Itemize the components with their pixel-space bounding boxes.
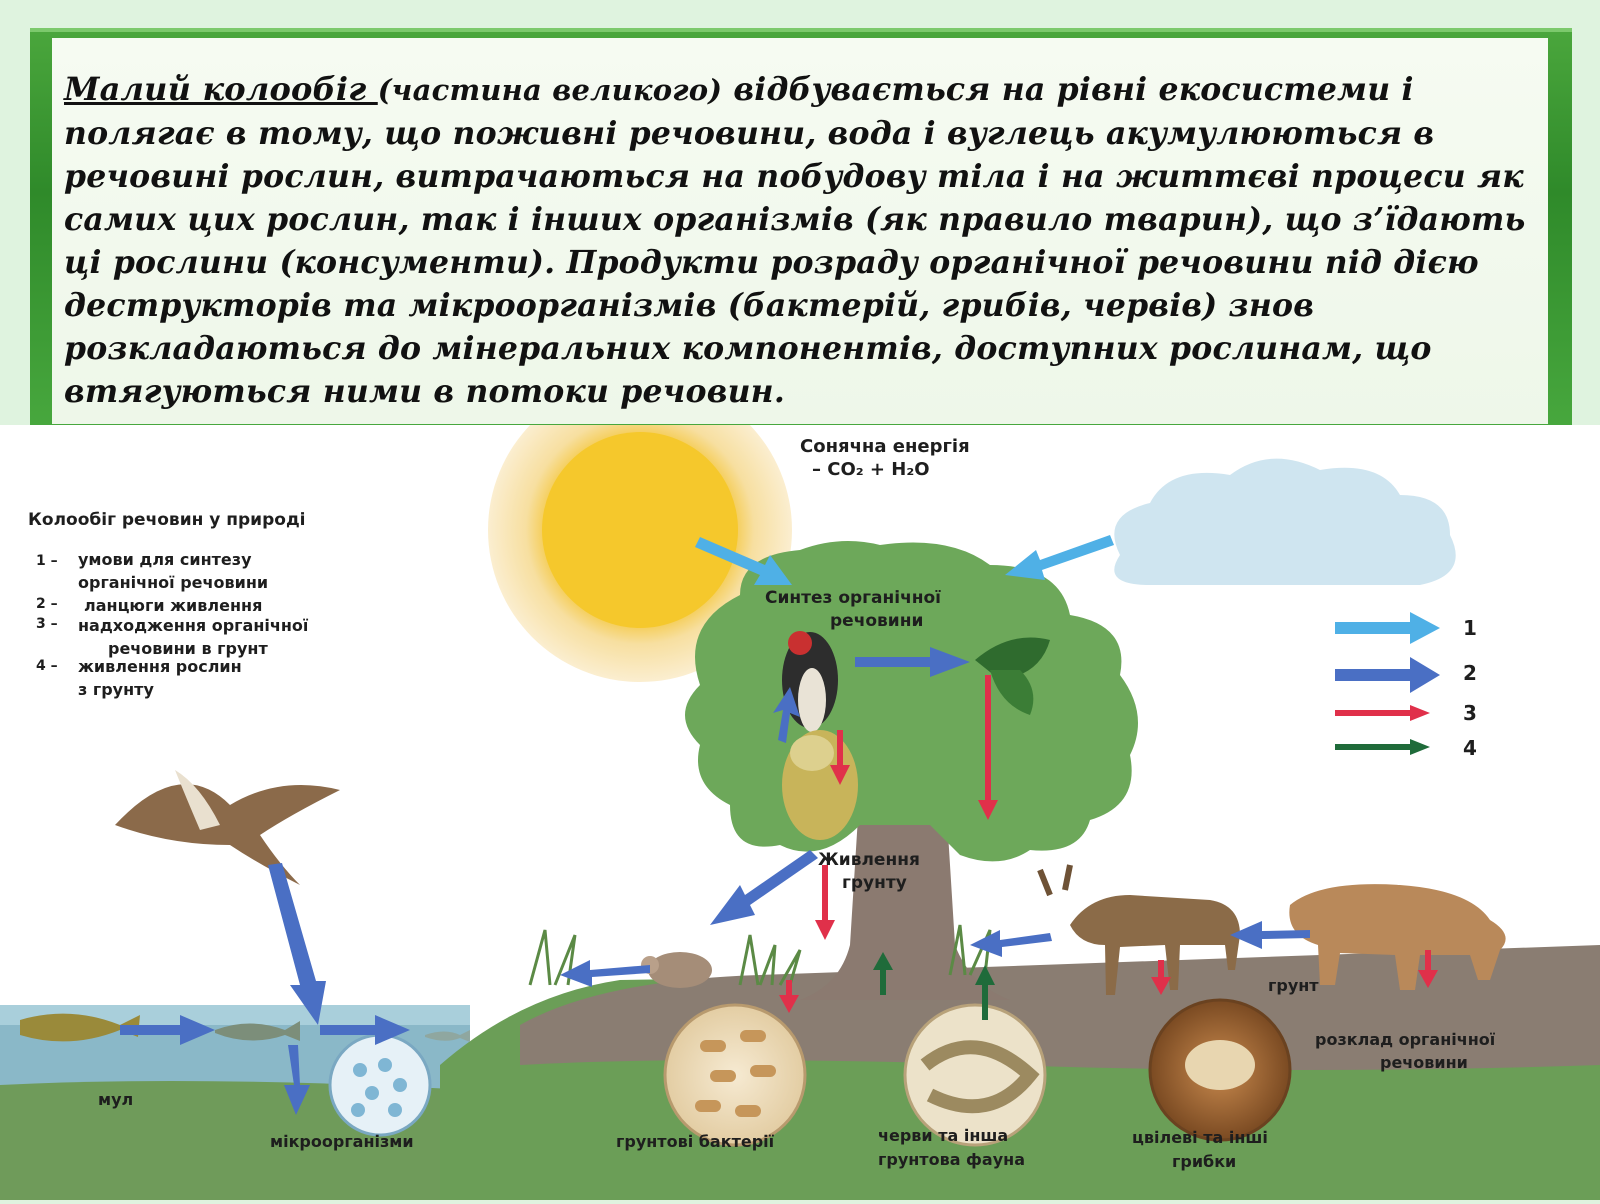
- mouse-icon: [648, 952, 712, 988]
- key-num-2: 2: [1463, 661, 1477, 685]
- soil-nutrition-label-2: грунту: [842, 873, 907, 893]
- diagram-title: Колообіг речовин у природі: [28, 510, 306, 530]
- cycle-diagram-svg: [0, 425, 1600, 1200]
- bird-of-prey-icon: [115, 784, 340, 885]
- soil-bacteria-label: грунтові бактерії: [616, 1132, 775, 1151]
- cycle-diagram: [0, 425, 1600, 1200]
- key-num-4: 4: [1463, 736, 1477, 760]
- sun-core: [542, 432, 738, 628]
- legend-num-1: 1 –: [36, 553, 58, 569]
- silt-label: мул: [98, 1090, 134, 1109]
- paragraph-body: відбувається на рівні екосистеми і полягає в тому, що поживні речовини, вода і вуглець акумулюються в речовині рослин, витрачаються на побудову тіла і на життєві процеси як самих цих рослин, так і інших організмів (як правило тварин), що з’їдають ці рослини (консументи). Продукти розраду органічної речовини під дією деструкторів та мікроорганізмів (бактерій, грибів, червів) знов розкладаються до мінеральних компонентів, доступних рослинам, що втягуються ними в потоки речовин.: [64, 71, 1526, 410]
- decomposition-label-1: розклад органічної: [1315, 1030, 1496, 1049]
- woodpecker-belly: [798, 668, 826, 732]
- legend-line-3b: речовини в грунт: [108, 639, 268, 658]
- key-arrow-1: [1335, 612, 1440, 644]
- worms-label-1: черви та інша: [878, 1126, 1009, 1145]
- intro-paragraph: [64, 68, 1534, 413]
- owl-face: [790, 735, 834, 771]
- fungi-label-2: грибки: [1172, 1152, 1237, 1171]
- legend-line-1b: органічної речовини: [78, 573, 269, 592]
- key-num-3: 3: [1463, 701, 1477, 725]
- legend-line-1a: умови для синтезу: [78, 550, 252, 569]
- microorganisms-label: мікроорганізми: [270, 1132, 414, 1151]
- fungi-label-1: цвілеві та інші: [1132, 1128, 1268, 1147]
- legend-num-2: 2 –: [36, 596, 58, 612]
- soil-label: грунт: [1268, 976, 1319, 995]
- moose-antlers: [1040, 865, 1070, 895]
- paragraph-lead: Малий колообіг: [64, 70, 378, 108]
- legend-num-4: 4 –: [36, 658, 58, 674]
- key-num-1: 1: [1463, 616, 1477, 640]
- paragraph-paren: (частина великого): [377, 73, 723, 107]
- sun-energy-label: Сонячна енергія: [800, 436, 970, 457]
- key-arrow-4: [1335, 739, 1430, 755]
- microorganisms-circle: [330, 1035, 430, 1135]
- worms-label-2: грунтова фауна: [878, 1150, 1026, 1169]
- soil-nutrition-label-1: Живлення: [818, 850, 920, 870]
- synthesis-label-1: Синтез органічної: [765, 588, 942, 608]
- diagram-legend: [28, 510, 309, 699]
- legend-line-4b: з грунту: [78, 680, 154, 699]
- synthesis-label-2: речовини: [830, 611, 924, 631]
- legend-num-3: 3 –: [36, 616, 58, 632]
- legend-line-4a: живлення рослин: [78, 657, 242, 676]
- fungi-highlight: [1185, 1040, 1255, 1090]
- co2-h2o-label: – CO₂ + H₂O: [812, 459, 930, 480]
- woodpecker-head: [788, 631, 812, 655]
- cloud-icon: [1114, 459, 1455, 585]
- arrow-key: [1335, 612, 1477, 760]
- decomposition-label-2: речовини: [1380, 1053, 1468, 1072]
- legend-line-3a: надходження органічної: [78, 616, 309, 635]
- key-arrow-3: [1335, 705, 1430, 721]
- key-arrow-2: [1335, 657, 1440, 693]
- legend-line-2a: ланцюги живлення: [84, 596, 263, 615]
